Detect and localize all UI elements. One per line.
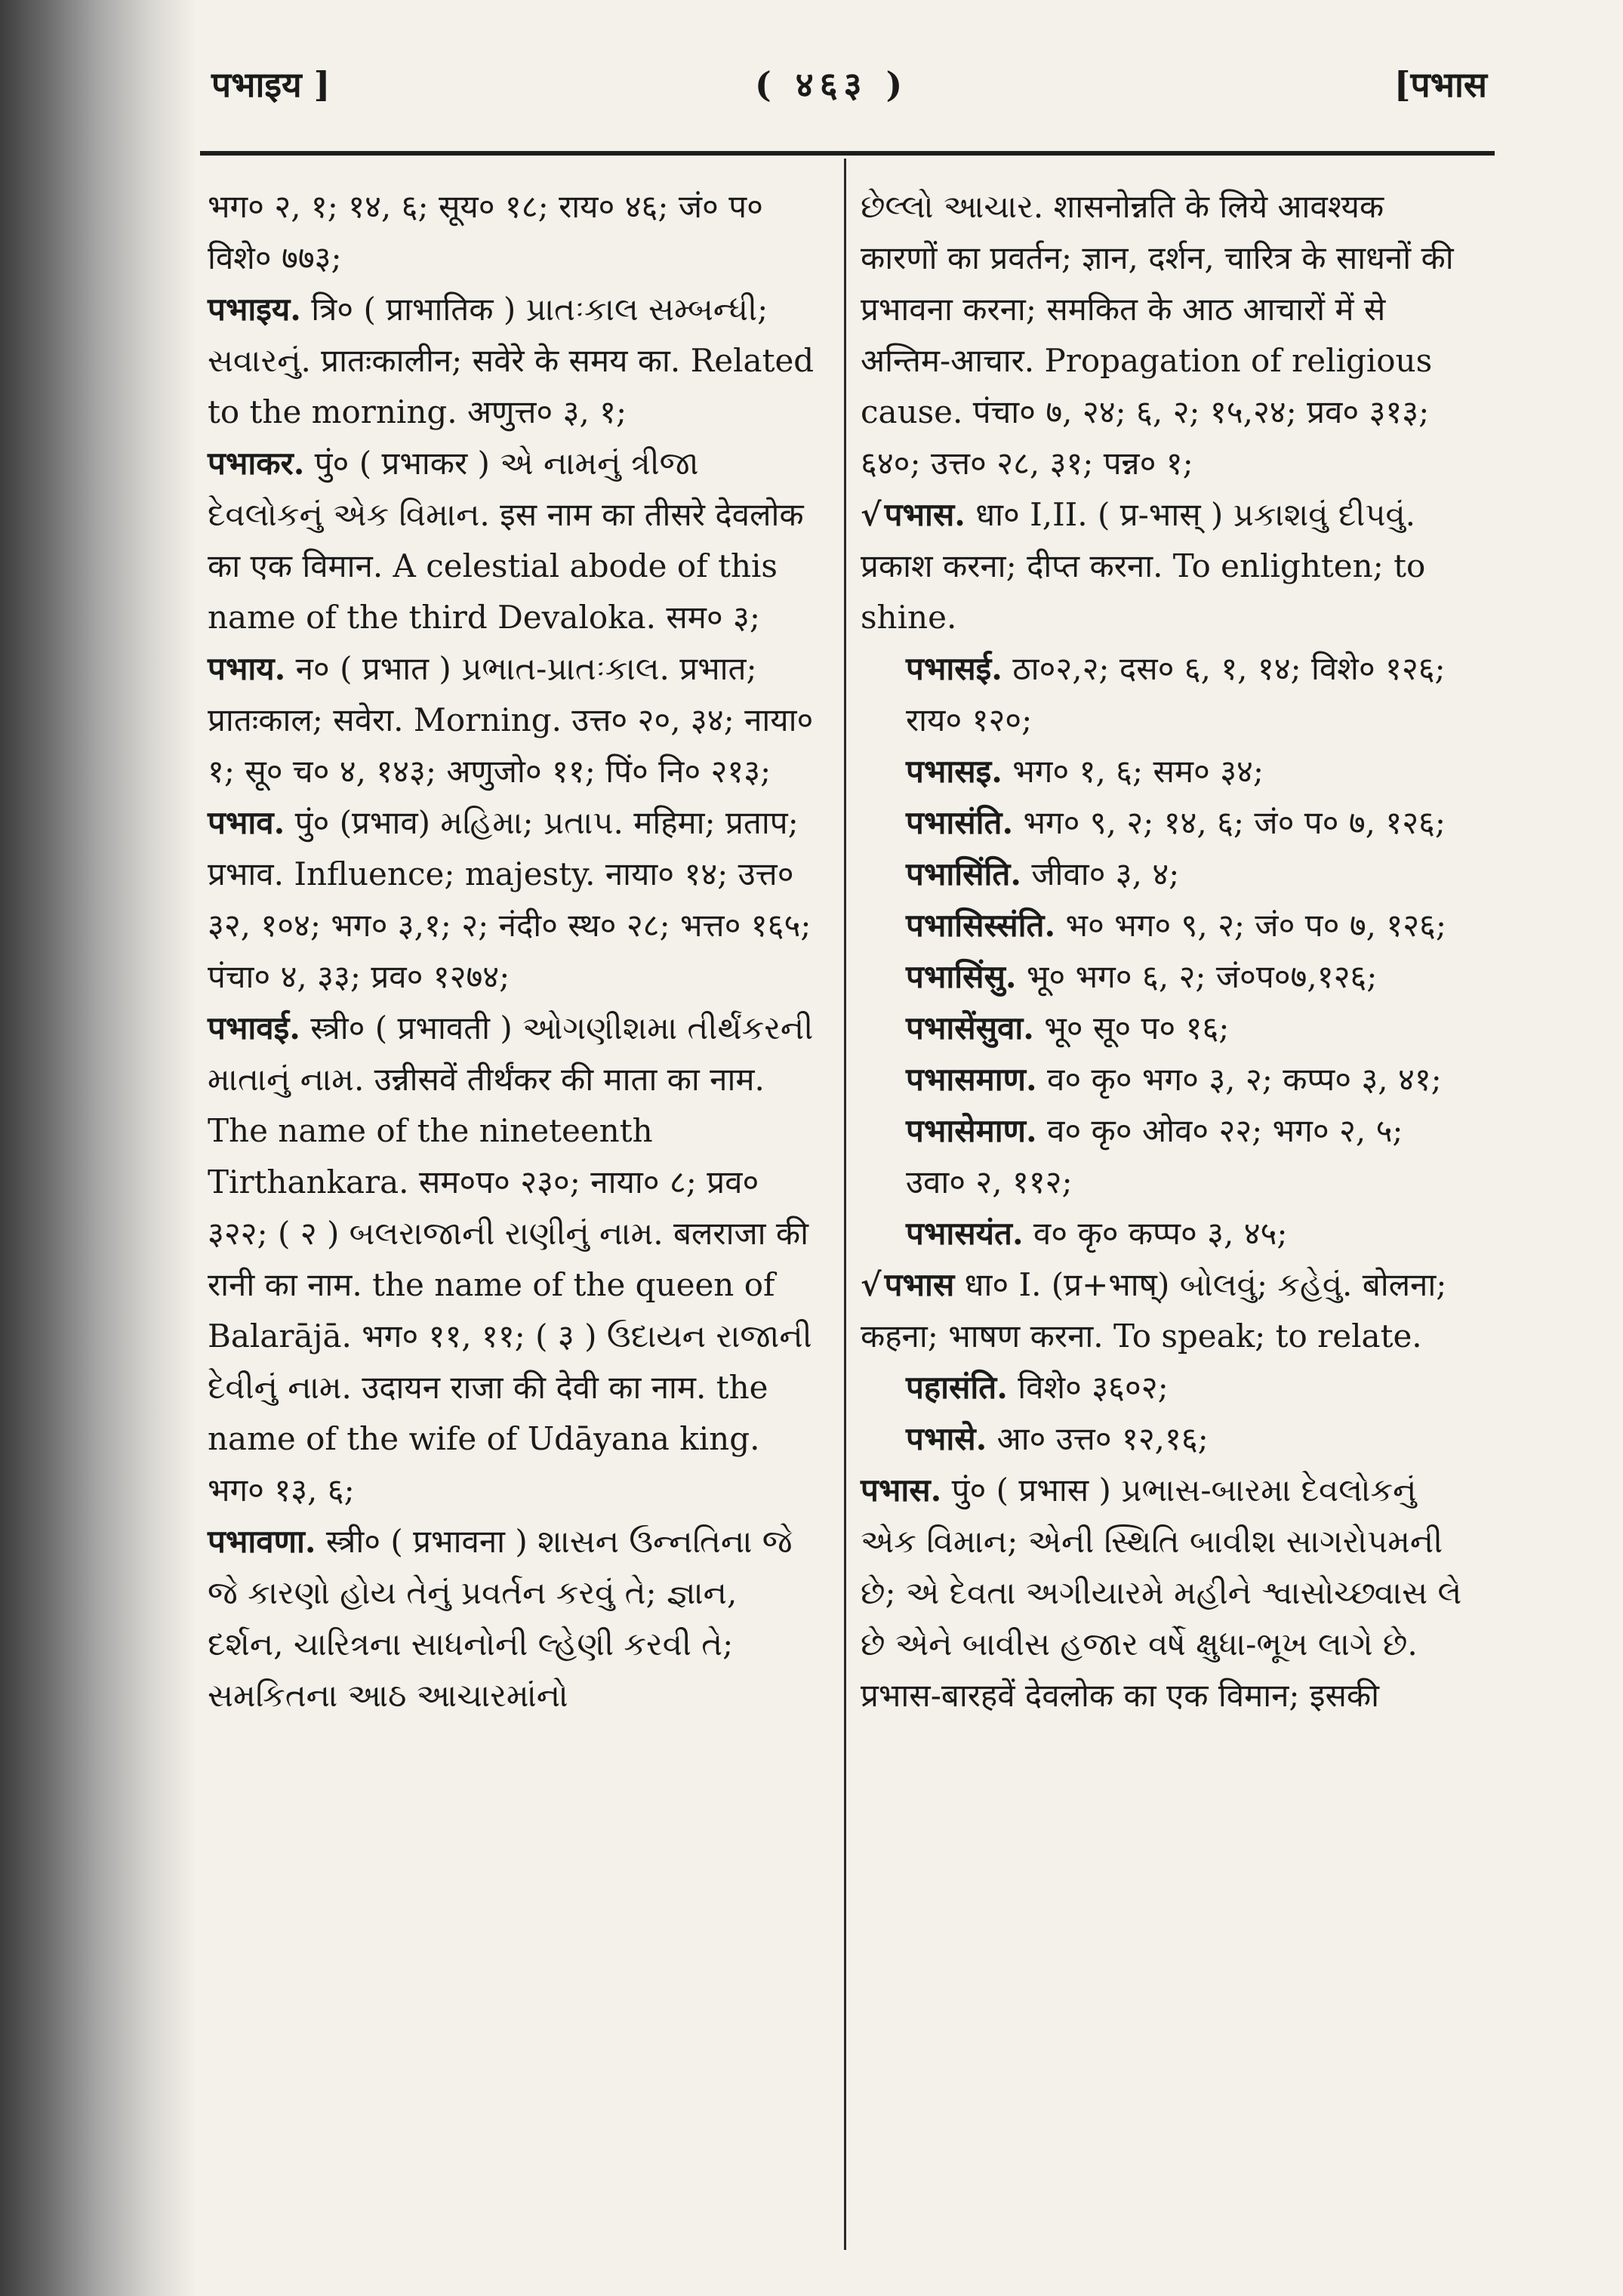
dictionary-entry: [208, 1516, 815, 1721]
entry-definition: आ० उत्त० १२,१६;: [987, 1420, 1209, 1457]
entry-definition: भग० १, ६; सम० ३४;: [1002, 753, 1264, 790]
entry-headword: पभासइ.: [906, 753, 1002, 790]
right-column: [861, 181, 1468, 1721]
dictionary-entry: [861, 1465, 1468, 1721]
entry-definition: धा० I,II. ( प्र-भास् ) પ્રકાશવું દીપવું. प्रकाश करना; दीप्त करना. To enlighten; to shine.: [861, 496, 1426, 636]
dictionary-entry: [208, 284, 815, 438]
entry-headword: पभाकर.: [208, 445, 305, 482]
dictionary-subentry: [861, 1413, 1468, 1465]
entry-headword: पभास: [884, 1266, 955, 1303]
entry-headword: पभाय.: [208, 650, 286, 687]
page-header: [211, 60, 1487, 136]
dictionary-subentry: [861, 900, 1468, 951]
entry-definition: भ० भग० ९, २; जं० प० ७, १२६;: [1055, 907, 1447, 944]
entry-definition: व० कृ० ओव० २२; भग० २, ५; उवा० २, ११२;: [906, 1112, 1403, 1200]
dictionary-entry: [208, 643, 815, 797]
dictionary-entry: છેલ્લો આચાર. शासनोन्नति के लिये आवश्यक कारणों का प्रवर्तन; ज्ञान, दर्शन, चारित्र के साधनों की प्रभावना करना; समकित के आठ आचारों में से अन्तिम-आचार. Propagation of religious cause. पंचा० ७, २४; ६, २; १५,२४; प्रव० ३१३; ६४०; उत्त० २८, ३१; पन्न० १;: [861, 188, 1454, 482]
entry-headword: पभासिंसु.: [906, 958, 1017, 995]
entry-headword: पभासमाण.: [906, 1061, 1037, 1098]
dictionary-subentry: [861, 1003, 1468, 1054]
entry-headword: पभावणा.: [208, 1523, 316, 1560]
entry-headword: पभावई.: [208, 1009, 300, 1046]
dictionary-subentry: [861, 643, 1468, 746]
entry-definition: त्रि० ( प्राभातिक ) પ્રાતઃકાલ સમ્બન્ધી; સવારનું. प्रातःकालीन; सवेरे के समय का. Related to the morning. अणुत्त० ३, १;: [208, 291, 815, 430]
header-right-guideword: [पभास: [1394, 64, 1487, 105]
header-left-guideword: पभाइय ]: [211, 64, 331, 105]
entry-headword: पभासे.: [906, 1420, 987, 1457]
column-divider: [844, 159, 846, 2250]
entry-headword: पभास.: [861, 1472, 942, 1509]
entry-definition: जीवा० ३, ४;: [1021, 855, 1180, 892]
entry-headword: पहासंति.: [906, 1369, 1008, 1406]
entry-definition: विशे० ३६०२;: [1007, 1369, 1169, 1406]
entry-headword: पभासिंति.: [906, 855, 1021, 892]
dictionary-subentry: [861, 849, 1468, 900]
dictionary-subentry: [861, 797, 1468, 849]
entry-definition: भग० ९, २; १४, ६; जं० प० ७, १२६;: [1013, 804, 1446, 841]
entry-headword: पभासई.: [906, 650, 1002, 687]
entry-definition: पुं० ( प्रभाकर ) એ નામનું ત્રીજા દેવલોકનું એક વિમાન. इस नाम का तीसरे देवलोक का एक विमान. A celestial abode of this name of the third Devaloka. सम० ३;: [208, 445, 804, 636]
entry-definition: व० कृ० भग० ३, २; कप्प० ३, ४१;: [1036, 1061, 1442, 1098]
page-number: ( ४६३ ): [755, 64, 909, 105]
dictionary-subentry: [861, 1208, 1468, 1259]
entry-definition: पुं० ( प्रभास ) પ્રભાસ-બારમા દેવલોકનું એક વિમાન; એની સ્થિતિ બાવીશ સાગરોપમની છે; એ દેવતા અગીયારમે મહીને શ્વાસોચ્છ્વાસ લે છે એને બાવીસ હજાર વર્ષે ક્ષુધા-ભૂખ લાગે છે. प्रभास-बारहवें देवलोक का एक विमान; इसकी: [861, 1472, 1462, 1714]
dictionary-subentry: [861, 1362, 1468, 1413]
page-binding-shadow: [0, 0, 196, 2296]
entry-headword: पभासिस्संति.: [906, 907, 1056, 944]
dictionary-entry: [208, 438, 815, 643]
entry-definition: भू० सू० प० १६;: [1033, 1009, 1230, 1046]
entry-headword: पभाव.: [208, 804, 285, 841]
dictionary-entry: [861, 489, 1468, 643]
checkmark-icon: √: [861, 1266, 882, 1303]
dictionary-entry: [208, 797, 815, 1003]
entry-definition: स्त्री० ( प्रभावना ) શાસન ઉન્નતિના જે જે કારણો હોય તેનું પ્રવર્તન કરવું તે; જ્ઞાન, દર્શન, ચારિત્રના સાધનોની લ્હેણી કરવી તે; સમકિતના આઠ આચારમાંનો: [208, 1523, 793, 1714]
dictionary-subentry: [861, 746, 1468, 797]
entry-definition: व० कृ० कप्प० ३, ४५;: [1023, 1215, 1288, 1252]
dictionary-subentry: [861, 951, 1468, 1003]
entry-headword: पभाइय.: [208, 291, 301, 328]
entry-definition: स्त्री० ( प्रभावती ) ઓગણીશમા તીર્થંકરની માતાનું નામ. उन्नीसवें तीर्थंकर की माता का नाम. The name of the nineteenth Tirthankara. सम०प० २३०; नाया० ८; प्रव० ३२२; ( २ ) બલરાજાની રાણીનું નામ. बलराजा की रानी का नाम. the name of the queen of Balarājā. भग० ११, ११; ( ३ ) ઉદાયન રાજાની દેવીનું નામ. उदायन राजा की देवी का नाम. the name of the wife of Udāyana king. भग० १३, ६;: [208, 1009, 814, 1509]
dictionary-subentry: [861, 1054, 1468, 1105]
entry-definition: भू० भग० ६, २; जं०प०७,१२६;: [1016, 958, 1378, 995]
dictionary-subentry: [861, 1105, 1468, 1208]
dictionary-entry: [208, 1003, 815, 1516]
checkmark-icon: √: [861, 496, 882, 533]
entry-headword: पभासेमाण.: [906, 1112, 1037, 1149]
entry-headword: पभास.: [884, 496, 965, 533]
entry-headword: पभासंति.: [906, 804, 1014, 841]
header-rule: [200, 151, 1495, 156]
entry-definition: धा० I. (प्र+भाष्) બોલવું; કહેવું. बोलना; कहना; भाषण करना. To speak; to relate.: [861, 1266, 1447, 1354]
entry-definition: पुं० (प्रभाव) મહિમા; પ્રતાપ. महिमा; प्रताप; प्रभाव. Influence; majesty. नाया० १४; उत्त० ३२, १०४; भग० ३,१; २; नंदी० स्थ० २८; भत्त० १६५; पंचा० ४, ३३; प्रव० १२७४;: [208, 804, 812, 995]
dictionary-entry: [861, 1259, 1468, 1362]
entry-definition: न० ( प्रभात ) પ્રભાત-પ્રાતઃકાલ. प्रभात; प्रातःकाल; सवेरा. Morning. उत्त० २०, ३४; नाया० १; सू० च० ४, १४३; अणुजो० ११; पिं० नि० २१३;: [208, 650, 814, 790]
entry-headword: पभासेंसुवा.: [906, 1009, 1034, 1046]
entry-headword: पभासयंत.: [906, 1215, 1024, 1252]
entry-definition: ठा०२,२; दस० ६, १, १४; विशे० १२६; राय० १२०;: [906, 650, 1446, 738]
left-column: [208, 181, 815, 1721]
dictionary-entry: भग० २, १; १४, ६; सूय० १८; राय० ४६; जं० प० विशे० ७७३;: [208, 188, 763, 276]
